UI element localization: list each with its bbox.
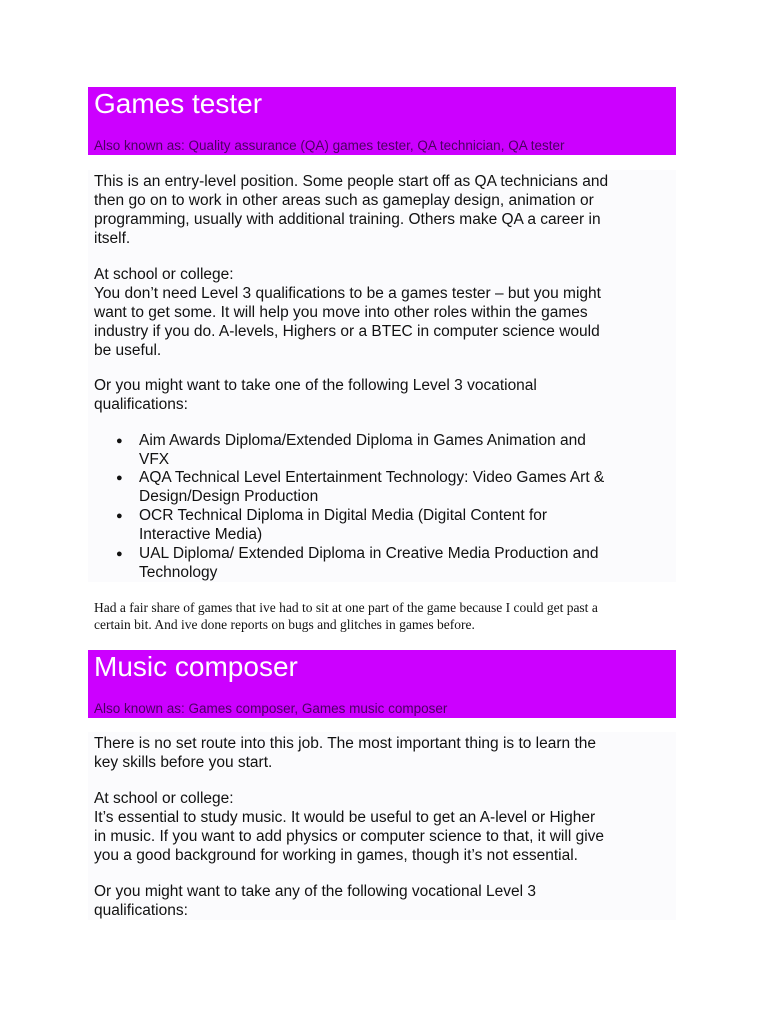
music-composer-school-line: in music. If you want to add physics or computer science to that, it will give	[94, 828, 605, 845]
qualification-line: Technology	[139, 564, 218, 581]
music-composer-vocational-line: qualifications:	[94, 902, 188, 919]
qualification-line: Aim Awards Diploma/Extended Diploma in Games Animation and	[139, 432, 586, 449]
games-tester-also-known-as: Also known as: Quality assurance (QA) games tester, QA technician, QA tester	[94, 138, 565, 153]
games-tester-intro-line: itself.	[94, 230, 131, 247]
qualification-line: Interactive Media)	[139, 526, 263, 543]
games-tester-vocational-line: Or you might want to take one of the following Level 3 vocational	[94, 377, 537, 394]
games-tester-school-line: You don’t need Level 3 qualifications to be a games tester – but you might	[94, 285, 601, 302]
qualification-line: OCR Technical Diploma in Digital Media (Digital Content for	[139, 507, 548, 524]
qualification-line: UAL Diploma/ Extended Diploma in Creative Media Production and	[139, 545, 599, 562]
qualification-line: AQA Technical Level Entertainment Technology: Video Games Art &	[139, 469, 605, 486]
games-tester-header	[88, 87, 676, 155]
music-composer-school-line: you a good background for working in games, though it’s not essential.	[94, 847, 578, 864]
music-composer-intro-line: key skills before you start.	[94, 754, 273, 771]
music-composer-title: Music composer	[94, 651, 298, 682]
games-tester-body	[88, 170, 676, 582]
personal-note-line: certain bit. And ive done reports on bugs and glitches in games before.	[94, 617, 475, 632]
music-composer-vocational-line: Or you might want to take any of the following vocational Level 3	[94, 883, 536, 900]
games-tester-title: Games tester	[94, 88, 263, 119]
games-tester-intro-line: programming, usually with additional training. Others make QA a career in	[94, 211, 601, 228]
music-composer-intro-line: There is no set route into this job. The most important thing is to learn the	[94, 735, 597, 752]
list-bullet-icon: ●	[116, 435, 123, 447]
qualification-line: VFX	[139, 451, 170, 468]
music-composer-header	[88, 650, 676, 718]
games-tester-school-line: be useful.	[94, 342, 162, 359]
music-composer-school-line: At school or college:	[94, 790, 234, 807]
games-tester-intro-line: This is an entry-level position. Some people start off as QA technicians and	[94, 173, 609, 190]
music-composer-also-known-as: Also known as: Games composer, Games music composer	[94, 701, 448, 716]
qualification-line: Design/Design Production	[139, 488, 319, 505]
games-tester-school-line: industry if you do. A-levels, Highers or a BTEC in computer science would	[94, 323, 600, 340]
personal-note-line: Had a fair share of games that ive had to sit at one part of the game because I could get past a	[94, 600, 598, 615]
music-composer-school-line: It’s essential to study music. It would be useful to get an A-level or Higher	[94, 809, 596, 826]
games-tester-intro-line: then go on to work in other areas such as gameplay design, animation or	[94, 192, 594, 209]
list-bullet-icon: ●	[116, 472, 123, 484]
list-bullet-icon: ●	[116, 510, 123, 522]
list-bullet-icon: ●	[116, 548, 123, 560]
music-composer-body	[88, 732, 676, 920]
games-tester-vocational-line: qualifications:	[94, 396, 188, 413]
games-tester-school-line: want to get some. It will help you move into other roles within the games	[94, 304, 588, 321]
games-tester-school-line: At school or college:	[94, 266, 234, 283]
